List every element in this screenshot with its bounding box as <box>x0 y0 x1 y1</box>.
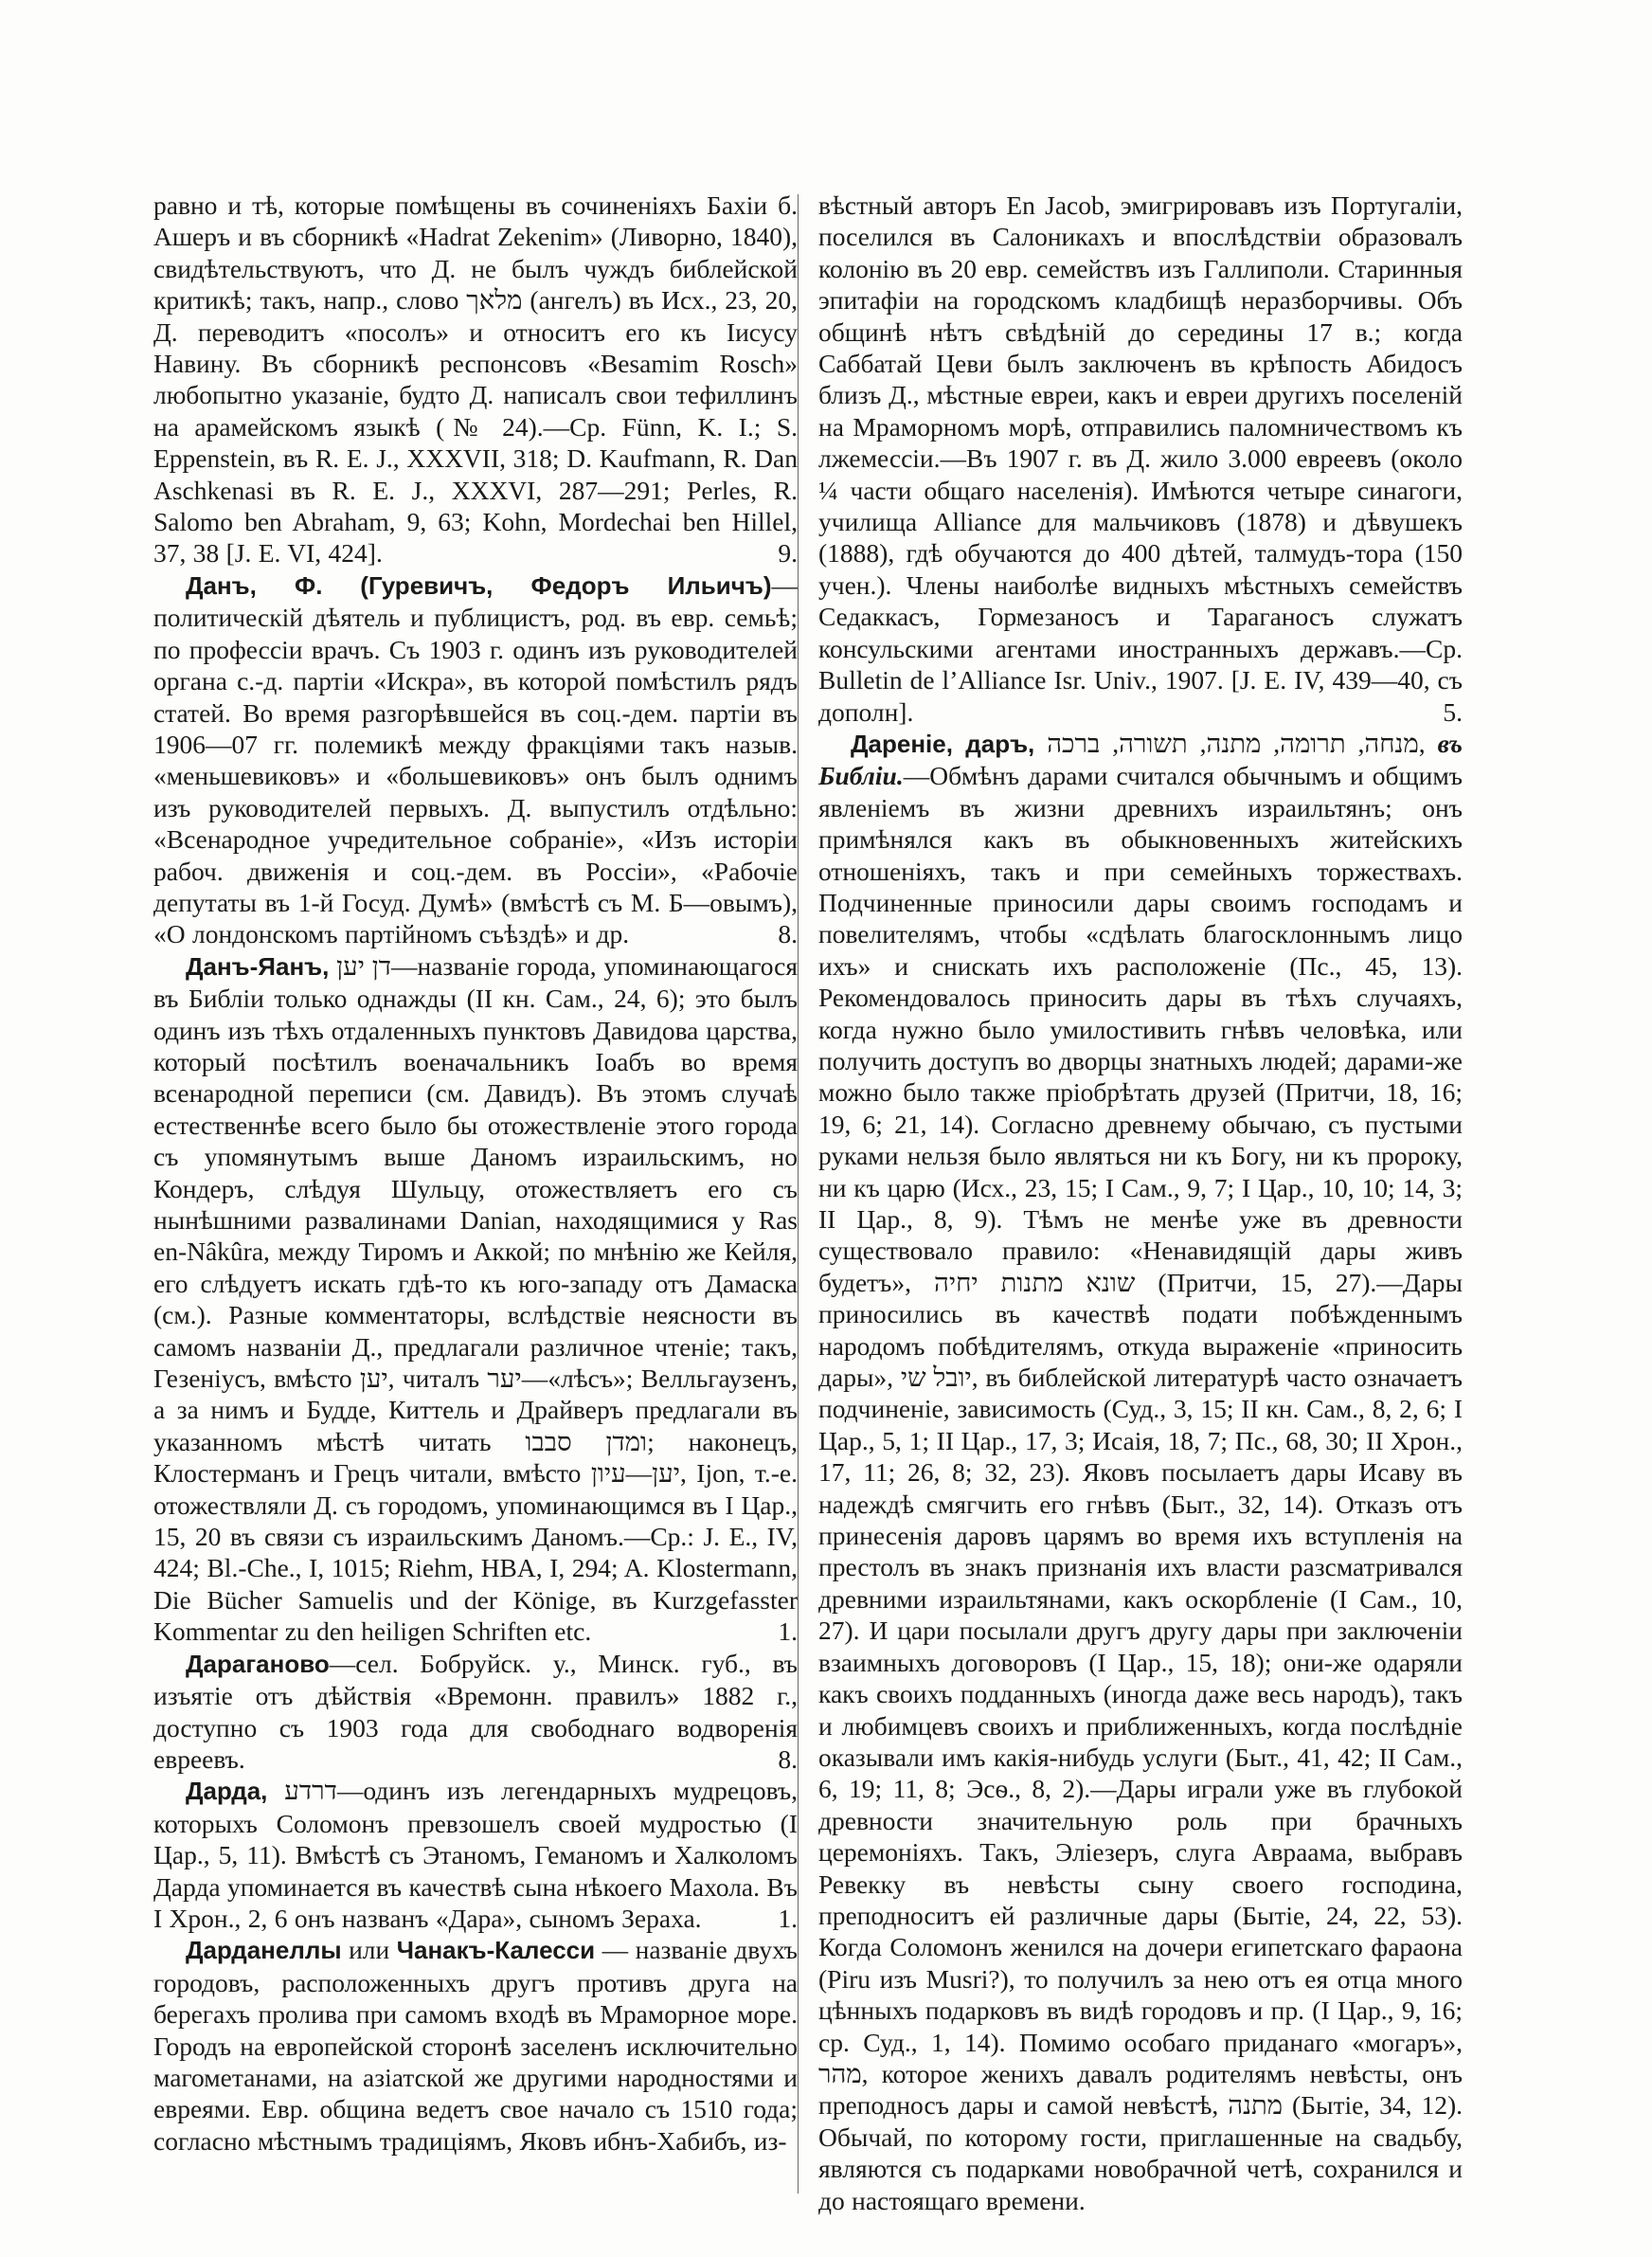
right-column <box>818 190 1463 2216</box>
entry-text: דן יען—названіе города, упоминающагося въ Библіи только однажды (II кн. Сам., 24, 6); это былъ одинъ изъ тѣхъ отдаленныхъ пунктовъ Давидова царства, который посѣтилъ военачальникъ Іоабъ во время всенародной переписи (см. Давидъ). Въ этомъ случаѣ естественнѣе всего было бы отожествленіе этого города съ упомянутымъ выше Даномъ израильскимъ, но Кондеръ, слѣдуя Шульцу, отожествляетъ его съ нынѣшними развалинами Danian, находящимися у Ras en-Nâkûra, между Тиромъ и Аккой; по мнѣнію же Кейля, его слѣдуетъ искать гдѣ-то къ юго-западу отъ Дамаска (см.). Разные комментаторы, вслѣдствіе неясности въ самомъ названіи Д., предлагали различное чтеніе; такъ, Гезеніусъ, вмѣсто יען, читалъ יער—«лѣсъ»; Велльгаузенъ, а за нимъ и Будде, Киттель и Драйверъ предлагали въ указанномъ мѣстѣ читать ומדן סבבו; наконецъ, Клостерманъ и Грецъ читали, вмѣсто יען—עיון, Ijon, т.-е. отожествляли Д. съ городомъ, упоминающимся въ I Цар., 15, 20 въ связи съ израильскимъ Даномъ.—Ср.: J. E., IV, 424; Bl.-Che., I, 1015; Riehm, HBA, I, 294; A. Klostermann, Die Bücher Samuelis und der Könige, въ Kurzgefasster Kommentar zu den heiligen Schriften etc. <box>153 950 798 1647</box>
left-column <box>153 190 798 2157</box>
entry-headword-alt: Чанакъ-Калесси <box>396 1936 596 1965</box>
entry-headword-connector: или <box>341 1935 397 1965</box>
entry-text: —Обмѣнъ дарами считался обычнымъ и общимъ явленіемъ въ жизни древнихъ израильтянъ; онъ примѣнялся какъ въ обыкновенныхъ житейскихъ отношеніяхъ, такъ и при семейныхъ торжествахъ. Подчиненные приносили дары своимъ господамъ и повелителямъ, чтобы «сдѣлать благосклоннымъ лицо ихъ» и снискать ихъ расположеніе (Пс., 45, 13). Рекомендовалось приносить дары въ тѣхъ случаяхъ, когда нужно было умилостивить гнѣвъ человѣка, или получить доступъ во дворцы знатныхъ людей; дарами-же можно было также пріобрѣтать друзей (Притчи, 18, 16; 19, 6; 21, 14). Согласно древнему обычаю, съ пустыми руками нельзя было являться ни къ Богу, ни къ пророку, ни къ царю (Исх., 23, 15; I Сам., 9, 7; I Цар., 10, 10; 14, 3; II Цар., 8, 9). Тѣмъ не менѣе уже въ древности существовало правило: «Ненавидящій дары живъ будетъ», שונא מתנות יחיה (Притчи, 15, 27).—Дары приносились въ качествѣ подати побѣжденнымъ народомъ побѣдителямъ, откуда выраженіе «приносить дары», יובל שי, въ библейской литературѣ часто означаетъ подчиненіе, зависимость (Суд., 3, 15; II кн. Сам., 8, 2, 6; I Цар., 5, 1; II Цар., 17, 3; Исаія, 18, 7; Пс., 68, 30; II Хрон., 17, 11; 26, 8; 32, 23). Яковъ посылаетъ дары Исаву въ надеждѣ смягчить его гнѣвъ (Быт., 32, 14). Отказъ отъ принесенія даровъ царямъ во время ихъ вступленія на престолъ въ знакъ признанія ихъ власти разсматривался древними израильтянами, какъ оскорбленіе (I Сам., 10, 27). И цари посылали другъ другу дары при заключеніи взаимныхъ договоровъ (I Цар., 15, 18); они-же одаряли какъ своихъ подданныхъ (иногда даже весь народъ), такъ и любимцевъ своихъ и приближенныхъ, когда послѣдніе оказывали имъ какія-нибудь услуги (Быт., 41, 42; II Сам., 6, 19; 11, 8; Эсѳ., 8, 2).—Дары играли уже въ глубокой древности значительную роль при брачныхъ церемоніяхъ. Такъ, Эліезеръ, слуга Авраама, выбравъ Ревекку въ невѣсты сыну своего господина, преподноситъ ей различные дары (Бытіе, 24, 22, 53). Когда Соломонъ женился на дочери египетскаго фараона (Piru изъ Musri?), то получилъ за нею отъ ея отца много цѣнныхъ подарковъ въ видѣ городовъ и пр. (I Цар., 9, 16; ср. Суд., 1, 14). Помимо особаго приданаго «могаръ», מהר, которое женихъ давалъ родителямъ невѣсты, онъ преподносъ дары и самой невѣстѣ, מתנה (Бытіе, 34, 12). Обычай, по которому гости, приглашенные на свадьбу, являются съ подарками новобрачной четѣ, сохранился и до настоящаго времени. <box>818 761 1463 2215</box>
entry-headword: Дареніе, даръ, <box>851 729 1035 758</box>
entry-text: דרדע—одинъ изъ легендарныхъ мудрецовъ, которыхъ Соломонъ превзошелъ своей мудростью (I Цар., 5, 11). Вмѣстѣ съ Этаномъ, Геманомъ и Халколомъ Дарда упоминается въ качествѣ сына нѣкоего Махола. Въ I Хрон., 2, 6 онъ названъ «Дара», сыномъ Зераха. <box>153 1776 798 1933</box>
author-number: 1. <box>778 1903 798 1933</box>
entry-text: — названіе двухъ городовъ, расположенныхъ другъ противъ друга на берегахъ пролива при самомъ входѣ въ Мраморное море. Городъ на европейской сторонѣ заселенъ исключительно магометанами, на азіатской же другими народностями и евреями. Евр. община ведетъ свое начало съ 1510 года; согласно мѣстнымъ традиціямъ, Яковъ ибнъ-Хабибъ, из- <box>153 1935 798 2156</box>
column-divider <box>798 194 799 2194</box>
author-number: 5. <box>1443 696 1463 727</box>
entry-dan-yaan <box>153 950 798 1648</box>
entry-hebrew-terms: מנחה, תרומה, מתנה, תשורה, ברכה, <box>1034 728 1426 758</box>
entry-text: —сел. Бобруйск. у., Минск. губ., въ изъятіе отъ дѣйствія «Времонн. правилъ» 1882 г., доступно съ 1903 года для свободнаго водворенія евреевъ. <box>153 1648 798 1774</box>
author-number: 8. <box>778 919 798 949</box>
entry-headword: Дарда, <box>186 1777 268 1806</box>
entry-headword: Данъ, Ф. <box>186 570 323 600</box>
right-continuation-paragraph <box>818 190 1463 728</box>
entry-headword: Данъ-Яанъ, <box>186 951 330 981</box>
left-continuation-text: равно и тѣ, которые помѣщены въ сочиненіяхъ Бахіи б. Ашеръ и въ сборникѣ «Hadrat Zekenim» (Ливорно, 1840), свидѣтельствуютъ, что Д. не былъ чуждъ библейской критикѣ; такъ, напр., слово מלאך (ангелъ) въ Исх., 23, 20, Д. переводитъ «посолъ» и относитъ его къ Іисусу Навину. Въ сборникѣ респонсовъ «Besamim Rosch» любопытно указаніе, будто Д. написалъ свои тефиллинъ на арамейскомъ языкѣ (№ 24).—Ср. Fünn, K. I.; S. Eppenstein, въ R. E. J., XXXVII, 318; D. Kaufmann, R. Dan Aschkenasi въ R. E. J., XXXVI, 287—291; Perles, R. Salomo ben Abraham, 9, 63; Kohn, Mordechai ben Hillel, 37, 38 [J. E. VI, 424]. <box>153 190 798 569</box>
right-continuation-text: вѣстный авторъ En Jacob, эмигрировавъ изъ Португаліи, поселился въ Салоникахъ и впослѣдствіи образовалъ колонію въ 20 евр. семействъ изъ Галлиполи. Старинныя эпитафіи на городскомъ кладбищѣ неразборчивы. Объ общинѣ нѣтъ свѣдѣній до середины 17 в.; когда Саббатай Цеви былъ заключенъ въ крѣпость Абидосъ близъ Д., мѣстные евреи, какъ и евреи другихъ поселеній на Мраморномъ морѣ, отправились паломничествомъ къ лжемессіи.—Въ 1907 г. въ Д. жило 3.000 евреевъ (около ¼ части общаго населенія). Имѣются четыре синагоги, училища Alliance для мальчиковъ (1878) и дѣвушекъ (1888), гдѣ обучаются до 400 дѣтей, талмудъ-тора (150 учен.). Члены наиболѣе видныхъ мѣстныхъ семействъ Седаккасъ, Гормезаносъ и Тараганосъ служатъ консульскими агентами иностранныхъ державъ.—Ср. Bulletin de l’Alliance Isr. Univ., 1907. [J. E. IV, 439—40, съ дополн]. <box>818 190 1463 727</box>
left-continuation-paragraph <box>153 190 798 569</box>
entry-darda <box>153 1775 798 1934</box>
author-number: 1. <box>778 1616 798 1647</box>
entry-headword: Дараганово <box>186 1649 330 1678</box>
author-number: 8. <box>778 1743 798 1774</box>
entry-subtitle: въ Библіи. <box>818 728 1463 791</box>
entry-headword: Дарданеллы <box>186 1936 342 1965</box>
entry-headword-paren: (Гуревичъ, Федоръ Ильичъ) <box>360 570 772 600</box>
entry-dardanelly <box>153 1934 798 2157</box>
entry-daraganovo <box>153 1648 798 1776</box>
author-number: 9. <box>778 538 798 569</box>
entry-darenie <box>818 728 1463 2216</box>
entry-text: —политическій дѣятель и публицистъ, род. въ евр. семьѣ; по профессіи врачъ. Съ 1903 г. одинъ изъ руководителей органа с.-д. партіи «Искра», въ которой помѣстилъ рядъ статей. Во время разгорѣвшейся въ соц.-дем. партіи въ 1906—07 гг. полемикѣ между фракціями такъ назыв. «меньшевиковъ» и «большевиковъ» онъ былъ однимъ изъ руководителей первыхъ. Д. выпустилъ отдѣльно: «Всенародное учредительное собраніе», «Изъ исторіи рабоч. движенія и соц.-дем. въ Россіи», «Рабочіе депутаты въ 1-й Госуд. Думѣ» (вмѣстѣ съ М. Б—овымъ), «О лондонскомъ партійномъ съѣздѣ» и др. <box>153 569 798 949</box>
entry-dan-f <box>153 569 798 950</box>
